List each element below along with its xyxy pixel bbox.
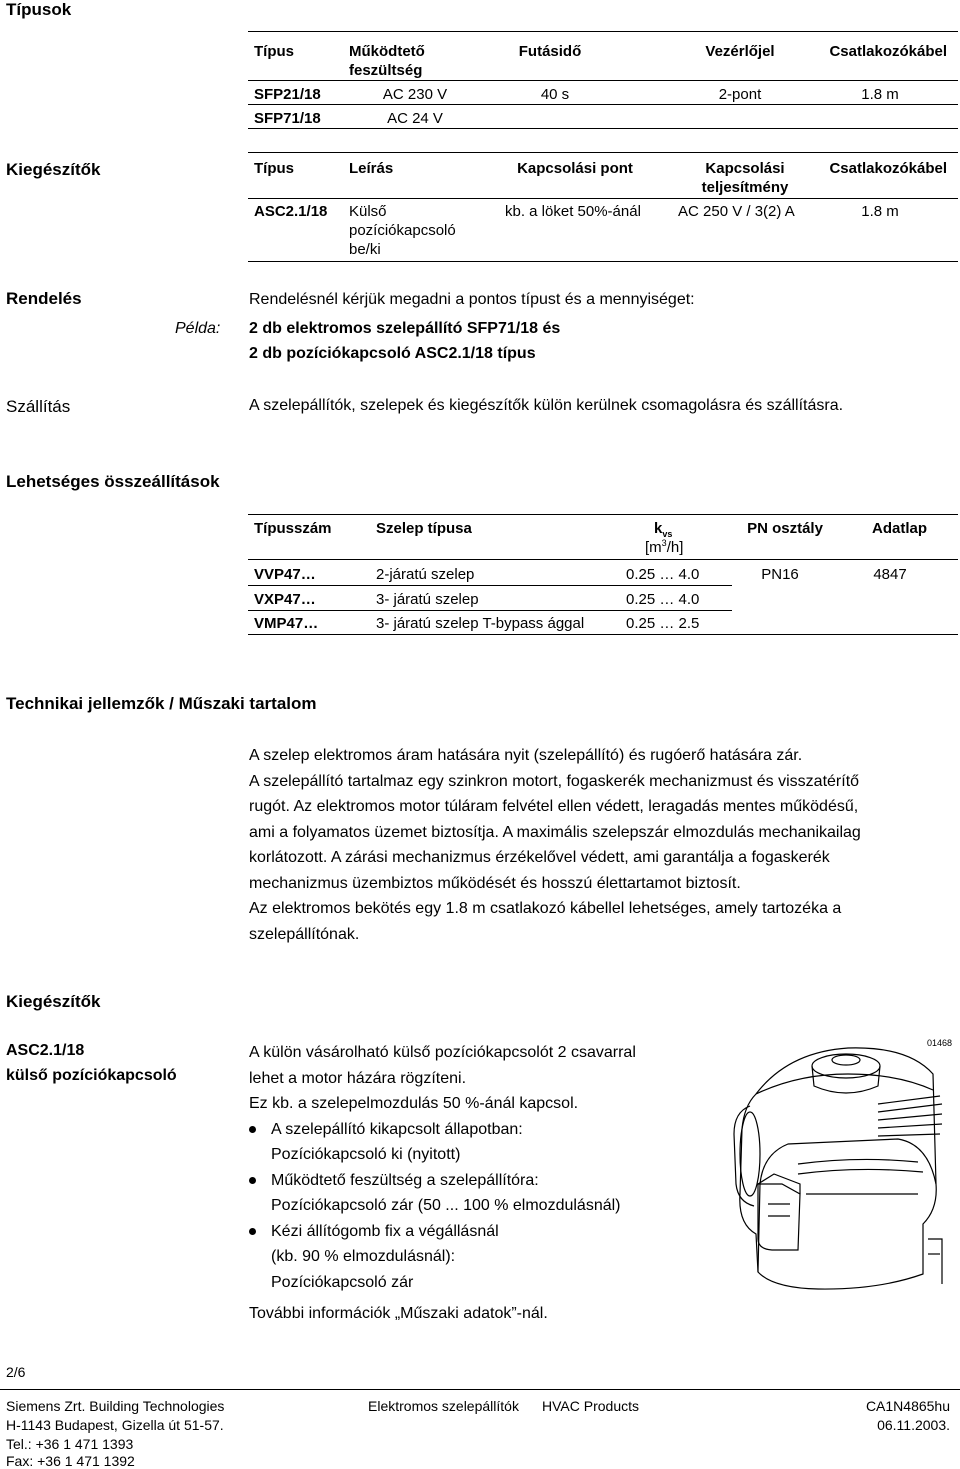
footer-rule — [0, 1389, 960, 1390]
combos-row3-type: VMP47… — [254, 615, 319, 632]
combos-top-rule — [248, 514, 958, 515]
combos-bottom-rule — [248, 634, 958, 635]
technical-line: Az elektromos bekötés egy 1.8 m csatlakozó kábellel lehetséges, amely tartozéka a — [249, 900, 842, 917]
table-row-rule — [248, 104, 958, 105]
accessory-line: lehet a motor házára rögzíteni. — [249, 1069, 467, 1087]
order-text: Rendelésnél kérjük megadni a pontos típust és a mennyiséget: — [249, 291, 695, 308]
combos-row2-type: VXP47… — [254, 591, 316, 608]
delivery-text: A szelepállítók, szelepek és kiegészítők külön kerülnek csomagolásra és szállításra. — [249, 397, 844, 414]
row1-voltage: AC 230 V — [382, 86, 448, 103]
combos-label: Lehetséges összeállítások — [6, 472, 220, 491]
accessories2-label: Kiegészítők — [6, 992, 101, 1011]
row1-type: SFP21/18 — [254, 86, 321, 103]
bullet-item — [249, 1168, 719, 1219]
row1-runtime: 40 s — [540, 86, 570, 103]
acc-row-desc-3: be/ki — [349, 241, 381, 258]
acc-row-cable: 1.8 m — [861, 203, 899, 220]
acc-header-type: Típus — [254, 160, 294, 177]
footer-address: H-1143 Budapest, Gizella út 51-57. — [6, 1417, 224, 1433]
header-type: Típus — [254, 43, 294, 60]
accessory-item-desc: külső pozíciókapcsoló — [6, 1067, 177, 1084]
page-number: 2/6 — [6, 1364, 26, 1380]
footer-doc-no: CA1N4865hu — [865, 1398, 950, 1414]
bullet-item — [249, 1117, 719, 1168]
table-bottom-rule — [248, 128, 958, 129]
order-example-label: Példa: — [175, 320, 221, 337]
acc-top-rule — [248, 152, 958, 153]
bullet-line: Pozíciókapcsoló ki (nyitott) — [271, 1146, 461, 1163]
row1-cable: 1.8 m — [861, 86, 899, 103]
footer-company: Siemens Zrt. Building Technologies — [6, 1398, 225, 1414]
technical-line: mechanizmus üzembiztos működését és hosszú élettartamot biztosít. — [249, 874, 741, 892]
technical-line: A szelep elektromos áram hatására nyit (szelepállító) és rugóerő hatására zár. — [249, 747, 803, 764]
combos-header-kvs: $k_{vs}$ — [654, 520, 673, 539]
combos-row1-type: VVP47… — [254, 566, 316, 583]
technical-line: korlátozott. A zárási mechanizmus érzékelővel védett, ami garantálja a fogaskerék — [249, 849, 830, 866]
technical-line: szelepállítónak. — [249, 925, 360, 943]
acc-header-power-2: teljesítmény — [701, 179, 789, 196]
header-voltage-2: feszültség — [349, 62, 423, 79]
acc-bottom-rule — [248, 261, 958, 262]
accessory-text — [249, 1040, 719, 1327]
acc-header-rule — [248, 198, 958, 199]
combos-header-pn: PN osztály — [747, 520, 823, 537]
image-code: 01468 — [926, 1038, 952, 1048]
bullet-line: Pozíciókapcsoló zár — [271, 1273, 414, 1291]
acc-row-desc-2: pozíciókapcsoló — [349, 222, 456, 239]
combos-row2-kvs: 0.25 … 4.0 — [626, 591, 700, 608]
combos-row3-kvs: 0.25 … 2.5 — [626, 615, 700, 632]
bullet-line: (kb. 90 % elmozdulásnál): — [271, 1248, 456, 1265]
combos-header-kvs-unit: $[m^3/h]$ — [645, 538, 684, 556]
acc-header-point: Kapcsolási pont — [517, 160, 633, 177]
combos-row1-pn: PN16 — [761, 566, 799, 583]
combos-header-type: Típusszám — [254, 520, 332, 537]
acc-row-power: AC 250 V / 3(2) A — [678, 203, 795, 220]
page-title: Típusok — [6, 0, 72, 19]
header-signal: Vezérlőjel — [705, 43, 775, 60]
acc-row-point: kb. a löket 50%-ánál — [505, 203, 641, 220]
bullet-item — [249, 1219, 719, 1296]
acc-header-cable: Csatlakozókábel — [829, 160, 947, 177]
technical-line: A szelepállító tartalmaz egy szinkron motort, fogaskerék mechanizmust és visszatérítő — [249, 772, 860, 790]
combos-row1-valve: 2-járatú szelep — [376, 566, 475, 583]
footer-tel: Tel.: +36 1 471 1393 — [6, 1436, 134, 1452]
bullet-line: A szelepállító kikapcsolt állapotban: — [271, 1120, 523, 1138]
combos-row1-kvs: 0.25 … 4.0 — [626, 566, 700, 583]
accessory-line: A külön vásárolható külső pozíciókapcsolót 2 csavarral — [249, 1044, 636, 1061]
header-voltage-1: Működtető — [349, 43, 425, 60]
row2-voltage: AC 24 V — [387, 110, 443, 127]
combos-header-valve: Szelep típusa — [376, 520, 472, 537]
row1-signal: 2-pont — [718, 86, 762, 103]
technical-line: rugót. Az elektromos motor túláram felvétel ellen védett, leragadás mentes működésű, — [249, 798, 859, 815]
combos-header-rule — [248, 559, 958, 560]
technical-line: ami a folyamatos üzemet biztosítja. A maximális szelepszár elmozdulás mechanikailag — [249, 823, 861, 841]
combos-header-sheet: Adatlap — [871, 520, 927, 537]
actuator-drawing — [728, 1034, 954, 1298]
acc-row-type: ASC2.1/18 — [254, 203, 328, 220]
combos-row1-sheet: 4847 — [873, 566, 907, 583]
table-header-rule — [248, 80, 958, 81]
combos-row-rule-1 — [248, 585, 732, 586]
order-label: Rendelés — [6, 289, 82, 308]
actuator-illustration — [728, 1034, 954, 1298]
footer-products: HVAC Products — [542, 1398, 639, 1414]
combos-row3-valve: 3- járatú szelep T-bypass ággal — [376, 615, 585, 632]
header-cable: Csatlakozókábel — [829, 43, 947, 60]
technical-label: Technikai jellemzők / Műszaki tartalom — [6, 694, 317, 713]
order-example-1: 2 db elektromos szelepállító SFP71/18 és — [249, 320, 561, 337]
combos-row-rule-2 — [248, 610, 732, 611]
technical-text — [249, 743, 939, 947]
accessory-line: Ez kb. a szelepelmozdulás 50 %-ánál kapcsol. — [249, 1095, 579, 1112]
footer-date: 06.11.2003. — [877, 1417, 950, 1433]
footer-fax: Fax: +36 1 471 1392 — [6, 1453, 135, 1469]
footer-doc-title: Elektromos szelepállítók — [368, 1398, 519, 1414]
order-example-2: 2 db pozíciókapcsoló ASC2.1/18 típus — [249, 345, 536, 362]
acc-header-desc: Leírás — [349, 160, 394, 177]
header-runtime: Futásidő — [518, 43, 582, 60]
accessory-item-name: ASC2.1/18 — [6, 1042, 85, 1059]
accessories-label: Kiegészítők — [6, 160, 101, 179]
delivery-label: Szállítás — [6, 397, 71, 416]
bullet-line: Kézi állítógomb fix a végállásnál — [271, 1222, 499, 1240]
bullet-line: Pozíciókapcsoló zár (50 ... 100 % elmozdulásnál) — [271, 1197, 621, 1214]
table-top-rule — [248, 31, 958, 32]
acc-header-power-1: Kapcsolási — [705, 160, 785, 177]
combos-row2-valve: 3- járatú szelep — [376, 591, 479, 608]
acc-row-desc-1: Külső — [349, 203, 387, 220]
row2-type: SFP71/18 — [254, 110, 321, 127]
bullet-line: Működtető feszültség a szelepállítóra: — [271, 1171, 539, 1189]
more-info: További információk „Műszaki adatok”-nál. — [249, 1305, 548, 1322]
